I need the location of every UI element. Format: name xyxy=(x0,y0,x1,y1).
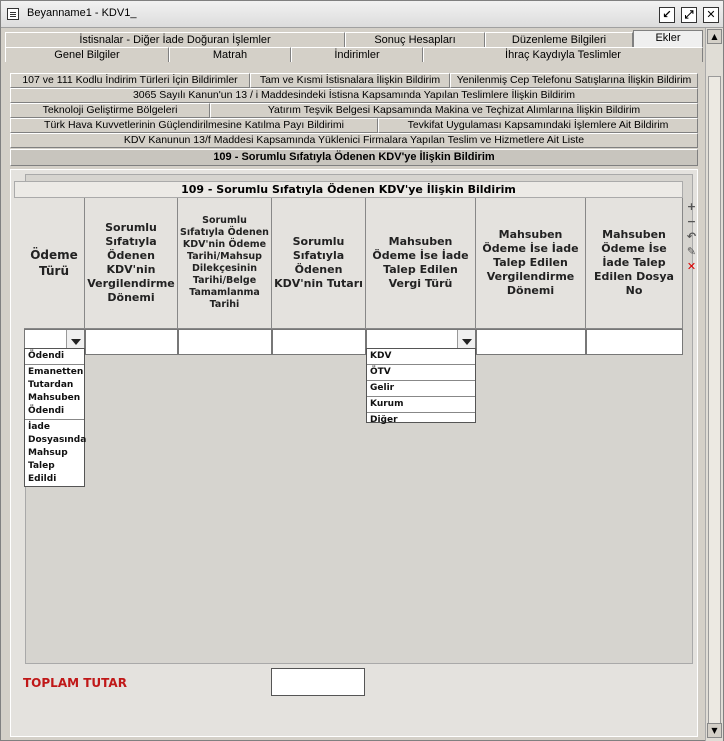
option-odendi[interactable]: Ödendi xyxy=(25,349,84,365)
tab-indirimler[interactable]: İndirimler xyxy=(291,47,423,62)
tab-row-2 xyxy=(5,47,705,62)
col-header-label: Mahsuben Ödeme İse İade Talep Edilen Dosya No xyxy=(594,228,674,297)
scroll-up-icon[interactable]: ▲ xyxy=(707,29,722,44)
window-title: Beyanname1 - KDV1_ xyxy=(27,7,137,19)
subtab-13f[interactable]: KDV Kanunun 13/f Maddesi Kapsamında Yüklenici Firmalara Yapılan Teslim ve Hizmetlere Ait Liste xyxy=(10,133,698,148)
option-gelir[interactable]: Gelir xyxy=(367,381,475,397)
col-header-label: Sorumlu Sıfatıyla Ödenen KDV'nin Ödeme Tarihi/Mahsup Dilekçesinin Tarihi/Belge Tamamlanma Tarihi xyxy=(180,215,269,310)
col-header-dosya-no xyxy=(586,198,683,329)
scroll-down-icon[interactable]: ▼ xyxy=(707,723,722,738)
maximize-icon[interactable]: ⤢ xyxy=(681,7,697,23)
subtab-yatirim-tesvik[interactable]: Yatırım Teşvik Belgesi Kapsamında Makina ve Teçhizat Alımlarına İlişkin Bildirim xyxy=(210,103,698,118)
col-header-label: Sorumlu Sıfatıyla Ödenen KDV'nin Vergilendirme Dönemi xyxy=(87,221,175,304)
col-header-label: Mahsuben Ödeme İse İade Talep Edilen Vergilendirme Dönemi xyxy=(482,228,579,297)
tutar-input[interactable] xyxy=(272,329,366,355)
option-emanetten[interactable]: Emanetten Tutardan Mahsuben Ödendi xyxy=(25,365,84,420)
subtab-panel xyxy=(10,69,698,169)
subtab-107-111[interactable]: 107 ve 111 Kodlu İndirim Türleri İçin Bildirimler xyxy=(10,73,250,88)
col-header-tutar xyxy=(272,198,366,329)
scroll-thumb[interactable] xyxy=(708,76,721,731)
subtab-109-active[interactable]: 109 - Sorumlu Sıfatıyla Ödenen KDV'ye İlişkin Bildirim xyxy=(10,149,698,166)
tab-duzenleme-bilgileri[interactable]: Düzenleme Bilgileri xyxy=(485,32,633,47)
subtab-tevkifat[interactable]: Tevkifat Uygulaması Kapsamındaki İşlemlere Ait Bildirim xyxy=(378,118,698,133)
col-header-vergi-turu xyxy=(366,198,476,329)
vergilendirme-donemi-input[interactable] xyxy=(85,329,178,355)
tab-ekler[interactable]: Ekler xyxy=(633,30,703,48)
col-header-odeme-tarihi xyxy=(178,198,272,329)
col-header-label: Sorumlu Sıfatıyla Ödenen KDV'nin Tutarı xyxy=(274,235,363,290)
subtab-tam-kismi-istisna[interactable]: Tam ve Kısmi İstisnalara İlişkin Bildirim xyxy=(250,73,450,88)
option-kurum[interactable]: Kurum xyxy=(367,397,475,413)
odeme-turu-dropdown[interactable] xyxy=(24,348,85,487)
tab-row-1 xyxy=(5,32,705,47)
total-amount-field[interactable] xyxy=(271,668,365,696)
subtab-hava-kuvvetleri[interactable]: Türk Hava Kuvvetlerinin Güçlendirilmesine Katılma Payı Bildirimi xyxy=(10,118,378,133)
total-label: TOPLAM TUTAR xyxy=(23,676,127,690)
restore-icon[interactable]: ↙ xyxy=(659,7,675,23)
option-otv[interactable]: ÖTV xyxy=(367,365,475,381)
title-bar xyxy=(1,1,723,28)
option-kdv[interactable]: KDV xyxy=(367,349,475,365)
tab-matrah[interactable]: Matrah xyxy=(169,47,291,62)
edit-icon[interactable]: ✎ xyxy=(686,245,697,258)
option-iade-dosyasinda[interactable]: İade Dosyasında Mahsup Talep Edildi xyxy=(28,422,87,484)
undo-icon[interactable]: ↶ xyxy=(686,230,697,243)
col-header-iade-donemi xyxy=(476,198,586,329)
col-header-label: Ödeme Türü xyxy=(30,248,78,278)
subtab-3065[interactable]: 3065 Sayılı Kanun'un 13 / i Maddesindeki İstisna Kapsamında Yapılan Teslimlere İlişkin Bildirim xyxy=(10,88,698,103)
vertical-scrollbar[interactable] xyxy=(705,28,723,741)
subtab-cep-telefonu[interactable]: Yenilenmiş Cep Telefonu Satışlarına İlişkin Bildirim xyxy=(450,73,698,88)
col-header-label: Mahsuben Ödeme İse İade Talep Edilen Vergi Türü xyxy=(372,235,469,290)
document-icon xyxy=(7,8,19,20)
vergi-turu-dropdown[interactable] xyxy=(366,348,476,423)
col-header-vergilendirme-donemi xyxy=(85,198,178,329)
subtab-teknoloji[interactable]: Teknoloji Geliştirme Bölgeleri xyxy=(10,103,210,118)
close-icon[interactable]: ✕ xyxy=(703,7,719,23)
tab-genel-bilgiler[interactable]: Genel Bilgiler xyxy=(5,47,169,62)
delete-icon[interactable]: ✕ xyxy=(686,260,697,273)
tab-ihrac-kaydiyla-teslimler[interactable]: İhraç Kaydıyla Teslimler xyxy=(423,47,703,62)
add-row-icon[interactable]: + xyxy=(686,200,697,213)
option-diger[interactable]: Diğer xyxy=(370,415,398,425)
tab-sonuc-hesaplari[interactable]: Sonuç Hesapları xyxy=(345,32,485,47)
remove-row-icon[interactable]: − xyxy=(686,215,697,228)
col-header-odeme-turu xyxy=(24,198,85,329)
form-title: 109 - Sorumlu Sıfatıyla Ödenen KDV'ye İlişkin Bildirim xyxy=(14,181,683,198)
dosya-no-input[interactable] xyxy=(586,329,683,355)
iade-donemi-input[interactable] xyxy=(476,329,586,355)
odeme-tarihi-input[interactable] xyxy=(178,329,272,355)
tab-istisnalar[interactable]: İstisnalar - Diğer İade Doğuran İşlemler xyxy=(5,32,345,47)
